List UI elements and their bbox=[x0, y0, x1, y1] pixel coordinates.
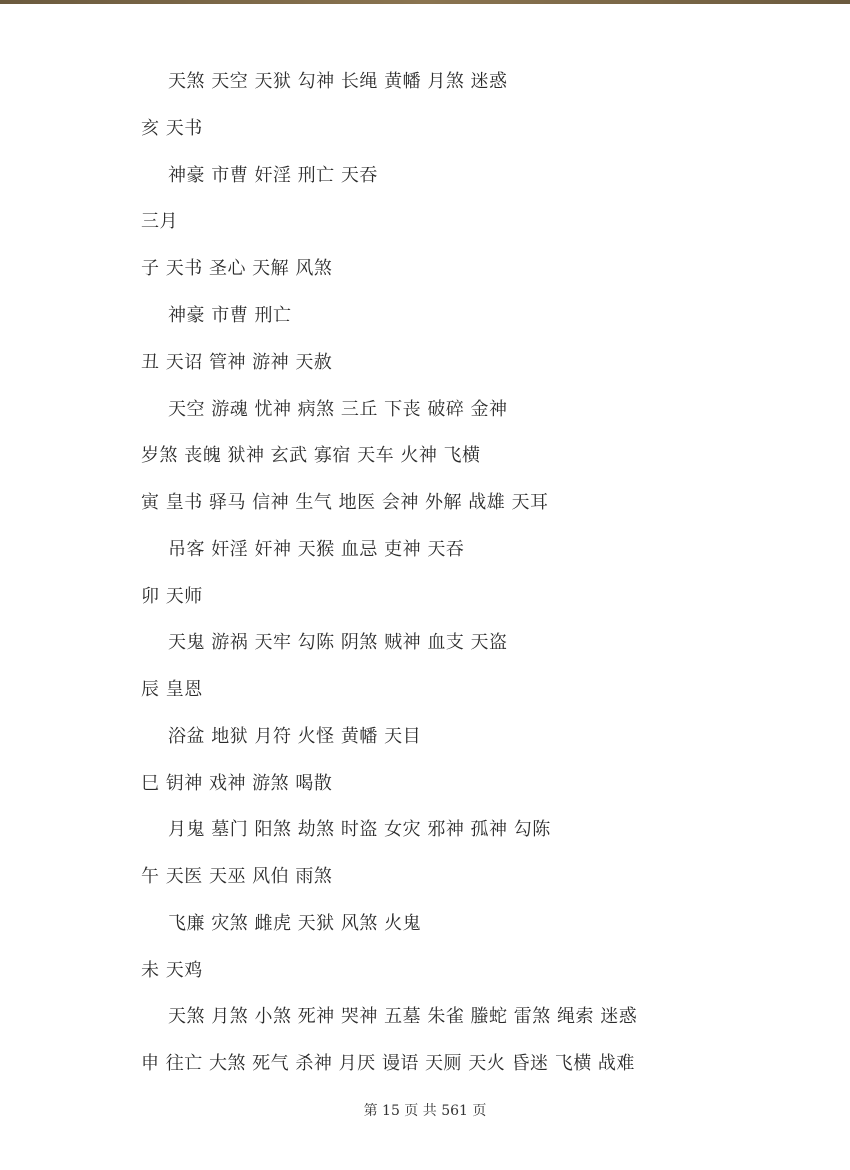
text-line: 申 往亡 大煞 死气 杀神 月厌 谩语 天厕 天火 昏迷 飞横 战难 bbox=[141, 1053, 635, 1074]
text-line: 卯 天师 bbox=[141, 586, 203, 607]
text-line: 亥 天书 bbox=[141, 118, 203, 139]
text-line: 天鬼 游祸 天牢 勾陈 阴煞 贼神 血支 天盗 bbox=[168, 632, 508, 653]
text-line: 巳 钥神 戏神 游煞 喝散 bbox=[141, 773, 333, 794]
text-line: 吊客 奸淫 奸神 天猴 血忌 吏神 天吞 bbox=[168, 539, 465, 560]
text-line: 午 天医 天巫 风伯 雨煞 bbox=[141, 866, 333, 887]
text-line: 月鬼 墓门 阳煞 劫煞 时盗 女灾 邪神 孤神 勾陈 bbox=[168, 819, 551, 840]
text-line: 丑 天诏 管神 游神 天赦 bbox=[141, 352, 333, 373]
text-line: 浴盆 地狱 月符 火怪 黄幡 天目 bbox=[168, 726, 422, 747]
text-line: 辰 皇恩 bbox=[141, 679, 203, 700]
text-line: 子 天书 圣心 天解 风煞 bbox=[141, 258, 333, 279]
text-line: 天空 游魂 忧神 病煞 三丘 下丧 破碎 金神 bbox=[168, 399, 508, 420]
month-heading: 三月 bbox=[141, 211, 178, 232]
text-line: 岁煞 丧魄 狱神 玄武 寡宿 天车 火神 飞横 bbox=[141, 445, 481, 466]
text-line: 飞廉 灾煞 雌虎 天狱 风煞 火鬼 bbox=[168, 913, 422, 934]
text-line: 未 天鸡 bbox=[141, 960, 203, 981]
text-line: 寅 皇书 驿马 信神 生气 地医 会神 外解 战雄 天耳 bbox=[141, 492, 549, 513]
page-number-footer: 第 15 页 共 561 页 bbox=[363, 1103, 487, 1119]
text-line: 神豪 市曹 刑亡 bbox=[168, 305, 292, 326]
text-line: 天煞 天空 天狱 勾神 长绳 黄幡 月煞 迷惑 bbox=[168, 71, 508, 92]
text-line: 神豪 市曹 奸淫 刑亡 天吞 bbox=[168, 165, 378, 186]
text-line: 天煞 月煞 小煞 死神 哭神 五墓 朱雀 螣蛇 雷煞 绳索 迷惑 bbox=[168, 1006, 638, 1027]
